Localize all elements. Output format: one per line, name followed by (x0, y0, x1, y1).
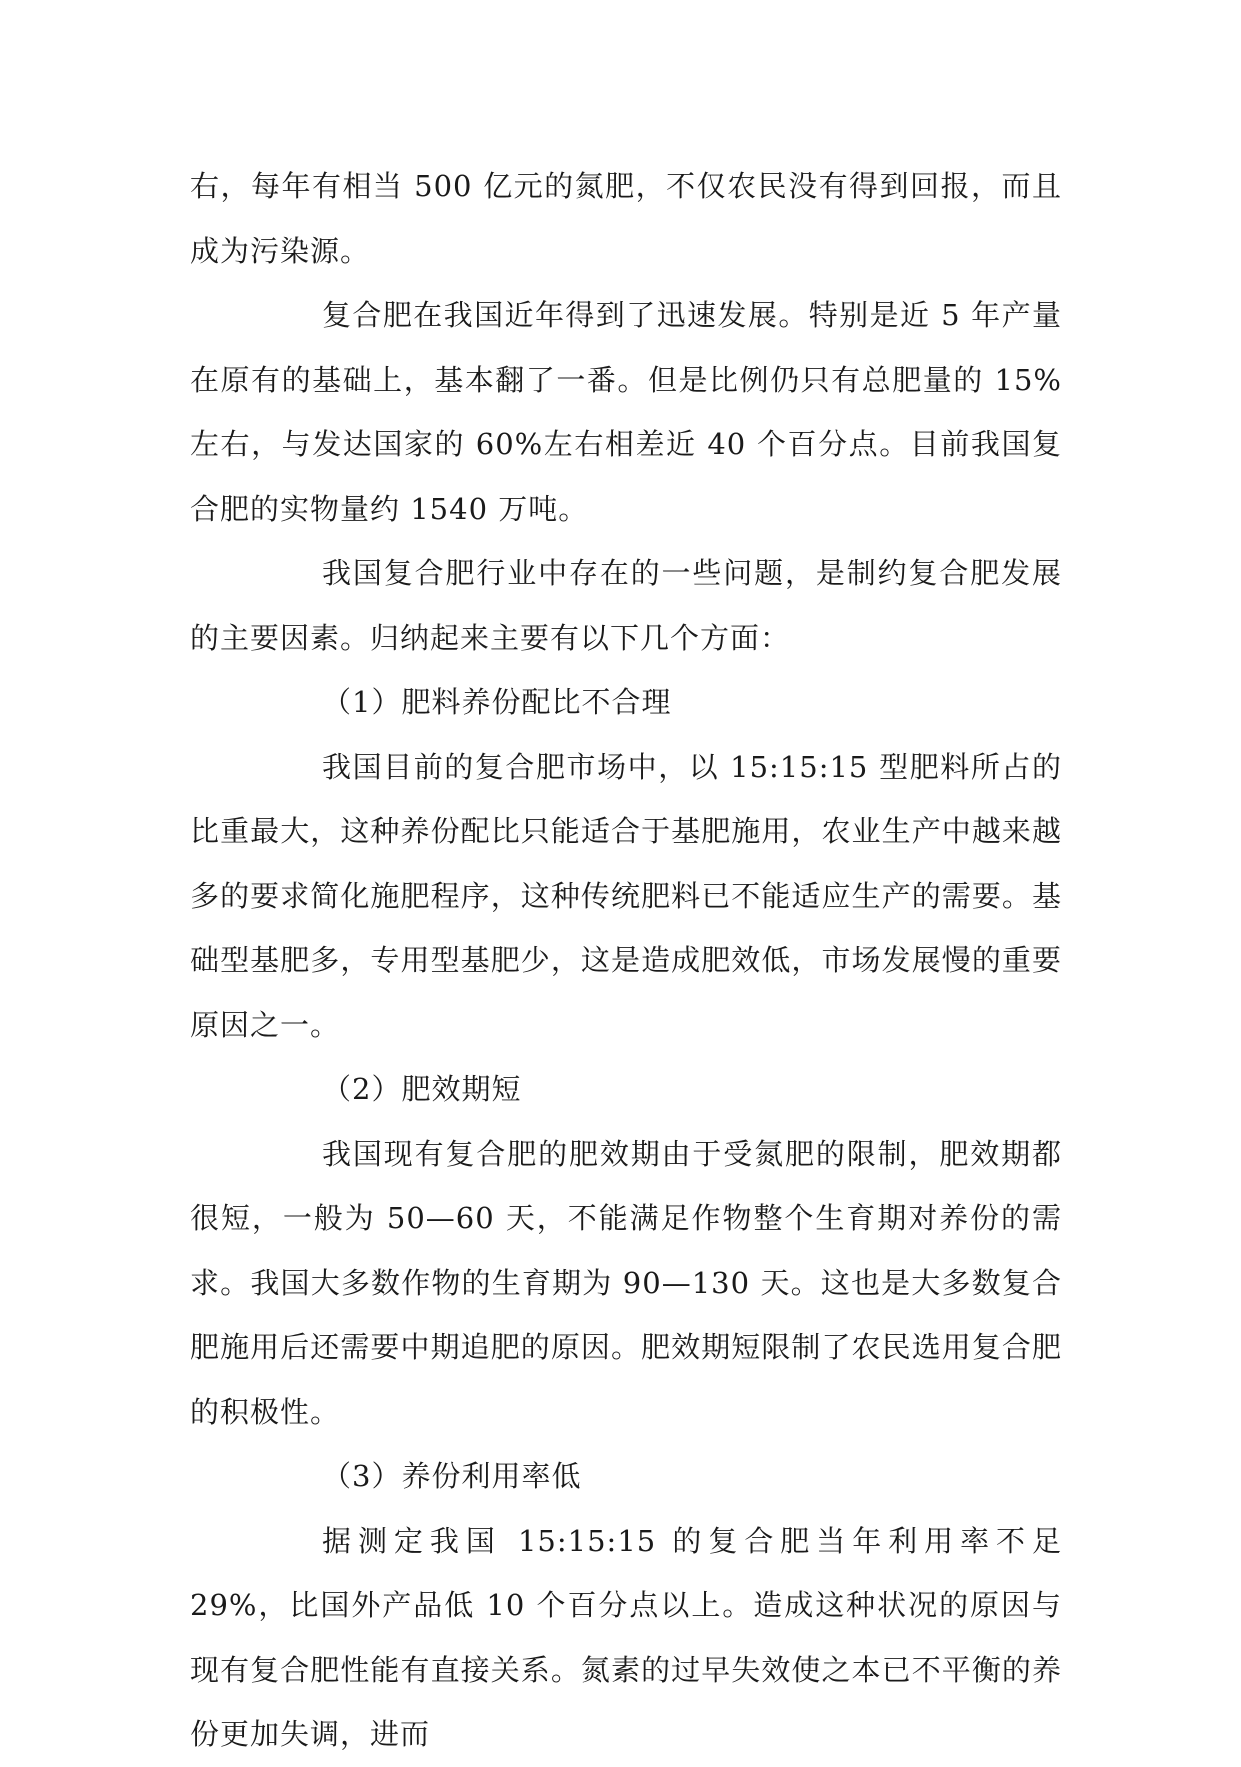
section-heading-2: （2）肥效期短 (322, 1072, 522, 1106)
section-heading-1: （1）肥料养份配比不合理 (322, 685, 672, 719)
paragraph-short-efficacy: 我国现有复合肥的肥效期由于受氮肥的限制，肥效期都很短，一般为 50—60 天，不能满足作物整个生育期对养份的需求。我国大多数作物的生育期为 90—130 天。这也是大多数复合肥施用后还需要中期追肥的原因。肥效期短限制了农民选用复合肥的积极性。 (190, 1136, 1062, 1429)
paragraph-nutrient-ratio: 我国目前的复合肥市场中，以 15:15:15 型肥料所占的比重最大，这种养份配比只能适合于基肥施用，农业生产中越来越多的要求简化施肥程序，这种传统肥料已不能适应生产的需要。基础型基肥多，专用型基肥少，这是造成肥效低，市场发展慢的重要原因之一。 (190, 749, 1062, 1042)
paragraph-continuation: 右，每年有相当 500 亿元的氮肥，不仅农民没有得到回报，而且成为污染源。 (190, 169, 1062, 268)
paragraph-low-utilization: 据测定我国 15:15:15 的复合肥当年利用率不足 29%，比国外产品低 10 个百分点以上。造成这种状况的原因与现有复合肥性能有直接关系。氮素的过早失效使之本已不平衡的养份更加失调，进而 (190, 1523, 1062, 1751)
section-heading-3: （3）养份利用率低 (322, 1459, 582, 1493)
paragraph-compound-fertilizer-growth: 复合肥在我国近年得到了迅速发展。特别是近 5 年产量在原有的基础上，基本翻了一番。但是比例仍只有总肥量的 15%左右，与发达国家的 60%左右相差近 40 个百分点。目前我国复合肥的实物量约 1540 万吨。 (190, 298, 1062, 526)
document-body (190, 154, 1062, 1767)
paragraph-industry-problems: 我国复合肥行业中存在的一些问题，是制约复合肥发展的主要因素。归纳起来主要有以下几个方面： (190, 556, 1062, 655)
